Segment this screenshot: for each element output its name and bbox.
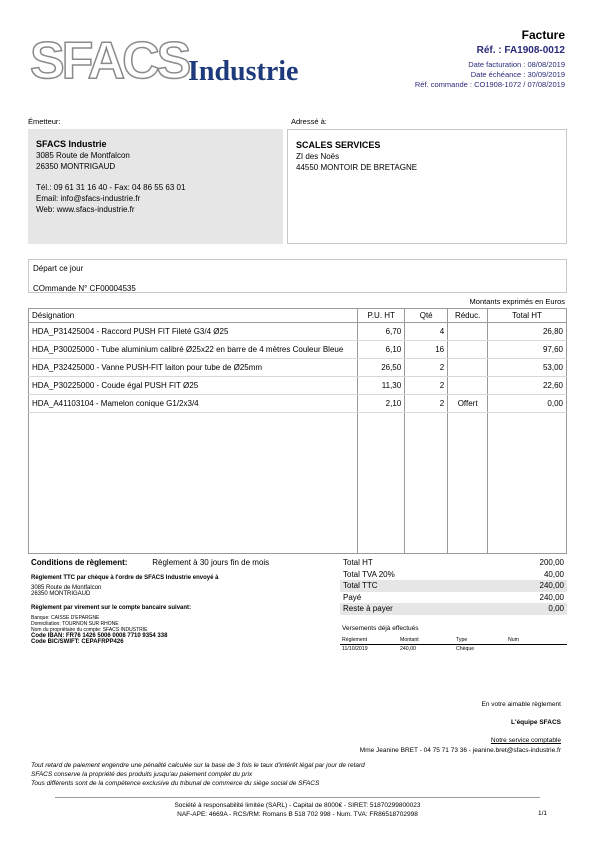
payments-header-row <box>340 636 567 645</box>
payments-col: Montant <box>398 636 454 645</box>
table-row <box>29 359 567 377</box>
total-row <box>340 569 567 581</box>
row-reduc: Offert <box>448 395 488 413</box>
row-reduc <box>448 359 488 377</box>
payment-type: Chèque <box>456 646 475 652</box>
ref-commande: Réf. commande : CO1908-1072 / 07/08/2019 <box>414 80 565 89</box>
table-header-row <box>29 309 567 323</box>
col-qte: Qté <box>405 309 448 323</box>
payment-date: 11/10/2019 <box>342 646 368 652</box>
total-label: Reste à payer <box>340 603 489 615</box>
row-designation: HDA_P32425000 - Vanne PUSH-FIT laiton pour tube de Ø25mm <box>29 359 358 377</box>
payments-col: Num <box>506 636 567 645</box>
payment-row <box>340 645 567 654</box>
total-value: 200,00 <box>539 558 564 568</box>
table-filler-row <box>29 413 567 554</box>
row-reduc <box>448 323 488 341</box>
closing-team: L'équipe SFACS <box>511 719 561 726</box>
adresse-name: SCALES SERVICES <box>296 140 381 150</box>
conditions-value: Règlement à 30 jours fin de mois <box>152 558 270 567</box>
total-label: Total TVA 20% <box>343 569 395 579</box>
row-pu: 6,70 <box>358 323 405 341</box>
closing-block <box>360 700 561 756</box>
footer-line2: NAF-APE: 4669A - RCS/RM: Romans B 518 702 998 - Num. TVA: FR86518702998 <box>177 811 418 818</box>
closing-service: Notre service comptable <box>490 737 561 744</box>
payments-col: Type <box>454 636 506 645</box>
bank-owner: Nom du propriétaire du compte: SFACS INDUSTRIE <box>31 627 148 633</box>
invoice-ref: Réf. : FA1908-0012 <box>476 45 565 56</box>
total-value: 240,00 <box>489 580 567 592</box>
col-reduc: Réduc. <box>448 309 488 323</box>
row-reduc <box>448 377 488 395</box>
cheque-address1: 3085 Route de Montfalcon <box>31 585 102 591</box>
payments-col: Règlement <box>340 636 398 645</box>
row-designation: HDA_P31425004 - Raccord PUSH FIT Fileté G3/4 Ø25 <box>29 323 358 341</box>
virement-title: Règlement par virement sur le compte bancaire suivant: <box>31 605 192 611</box>
legal-line1: Tout retard de paiement engendre une pénalité calculée sur la base de 3 fois le taux d'intérêt légal par jour de retard <box>31 762 365 769</box>
invoice-lines-table <box>28 308 567 554</box>
col-designation: Désignation <box>29 309 358 323</box>
payments-title: Versements déjà effectués <box>342 625 419 632</box>
legal-line3: Tous différents sont de la compétence exclusive du tribunal de commerce du siège social de SFACS <box>31 780 320 787</box>
row-qte: 4 <box>405 323 448 341</box>
logo-main-text: SFACS <box>30 32 189 88</box>
table-row <box>29 377 567 395</box>
emetteur-web: Web: www.sfacs-industrie.fr <box>36 205 135 214</box>
totals-table <box>340 557 567 615</box>
emetteur-name: SFACS Industrie <box>36 139 107 149</box>
footer-line1: Société à responsabilité limitée (SARL) - Capital de 8000€ - SIRET: 51870299800023 <box>174 802 421 809</box>
table-row <box>29 323 567 341</box>
row-designation: HDA_P30025000 - Tube aluminium calibré Ø25x22 en barre de 4 mètres Couleur Bleue <box>29 341 358 359</box>
legal-line2: SFACS conserve la propriété des produits jusqu'au paiement complet du prix <box>31 771 253 778</box>
row-total: 22,60 <box>488 377 567 395</box>
cheque-address2: 26350 MONTRIGAUD <box>31 591 91 597</box>
total-row <box>340 580 567 592</box>
emetteur-label: Émetteur: <box>28 117 61 126</box>
conditions-label: Conditions de règlement: <box>31 558 128 567</box>
row-designation: HDA_P30225000 - Coude égal PUSH FIT Ø25 <box>29 377 358 395</box>
row-qte: 2 <box>405 359 448 377</box>
row-total: 53,00 <box>488 359 567 377</box>
payment-conditions <box>31 558 331 645</box>
row-qte: 16 <box>405 341 448 359</box>
row-qte: 2 <box>405 377 448 395</box>
total-row <box>340 592 567 604</box>
emetteur-box <box>28 129 283 244</box>
bank-domiciliation: Domiciliation: TOURNON SUR RHONE <box>31 621 119 627</box>
emetteur-email: Email: info@sfacs-industrie.fr <box>36 194 141 203</box>
invoice-header <box>415 28 565 90</box>
col-pu: P.U. HT <box>358 309 405 323</box>
note-line1: Départ ce jour <box>33 264 84 273</box>
row-designation: HDA_A41103104 - Mamelon conique G1/2x3/4 <box>29 395 358 413</box>
total-value: 40,00 <box>543 569 564 579</box>
total-row <box>340 557 567 569</box>
emetteur-phone: Tél.: 09 61 31 16 40 - Fax: 04 86 55 63 01 <box>36 183 186 192</box>
bank-name: Banque: CAISSE D'EPARGNE <box>31 615 100 621</box>
closing-contact: Mme Jeanine BRET - 04 75 71 73 36 - jeanine.bret@sfacs-industrie.fr <box>359 747 561 754</box>
total-label: Total TTC <box>340 580 489 592</box>
row-total: 97,60 <box>488 341 567 359</box>
page-number: 1/1 <box>537 810 547 817</box>
row-reduc <box>448 341 488 359</box>
date-echeance: Date échéance : 30/09/2019 <box>470 70 565 79</box>
table-row <box>29 395 567 413</box>
closing-greeting: En votre aimable règlement <box>481 701 561 708</box>
bank-iban: Code IBAN: FR76 1426 5006 0008 7710 9354 338 <box>31 633 168 639</box>
row-pu: 26,50 <box>358 359 405 377</box>
row-total: 0,00 <box>488 395 567 413</box>
total-value: 240,00 <box>539 592 564 602</box>
note-box <box>28 259 567 293</box>
total-label: Payé <box>343 592 362 602</box>
note-line2: COmmande N° CF00004535 <box>33 284 136 293</box>
logo-sub-text: Industrie <box>188 56 299 87</box>
payments-table <box>340 636 567 653</box>
row-qte: 2 <box>405 395 448 413</box>
row-total: 26,80 <box>488 323 567 341</box>
bank-bic: Code BIC/SWIFT: CEPAFRPP426 <box>31 639 124 645</box>
row-pu: 6,10 <box>358 341 405 359</box>
footer-divider <box>55 797 540 798</box>
total-value: 0,00 <box>489 603 567 615</box>
adresse-address2: 44550 MONTOIR DE BRETAGNE <box>296 163 418 172</box>
emetteur-address2: 26350 MONTRIGAUD <box>36 162 116 171</box>
table-row <box>29 341 567 359</box>
total-label: Total HT <box>343 558 373 568</box>
row-pu: 11,30 <box>358 377 405 395</box>
row-pu: 2,10 <box>358 395 405 413</box>
date-facturation: Date facturation : 08/08/2019 <box>468 60 565 69</box>
adresse-box <box>287 129 567 244</box>
legal-notice <box>31 761 365 788</box>
adresse-label: Adressé à: <box>291 117 327 126</box>
footer <box>0 801 595 819</box>
total-row <box>340 603 567 615</box>
currency-note: Montants exprimés en Euros <box>469 297 565 306</box>
payment-num <box>506 645 567 654</box>
company-logo <box>28 28 318 88</box>
cheque-title: Règlement TTC par chèque à l'ordre de SFACS Industrie envoyé à <box>31 575 219 581</box>
col-total: Total HT <box>488 309 567 323</box>
emetteur-address1: 3085 Route de Montfalcon <box>36 151 130 160</box>
doc-type: Facture <box>521 28 565 42</box>
adresse-address1: ZI des Noës <box>296 152 340 161</box>
payment-amount: 240,00 <box>400 646 416 652</box>
